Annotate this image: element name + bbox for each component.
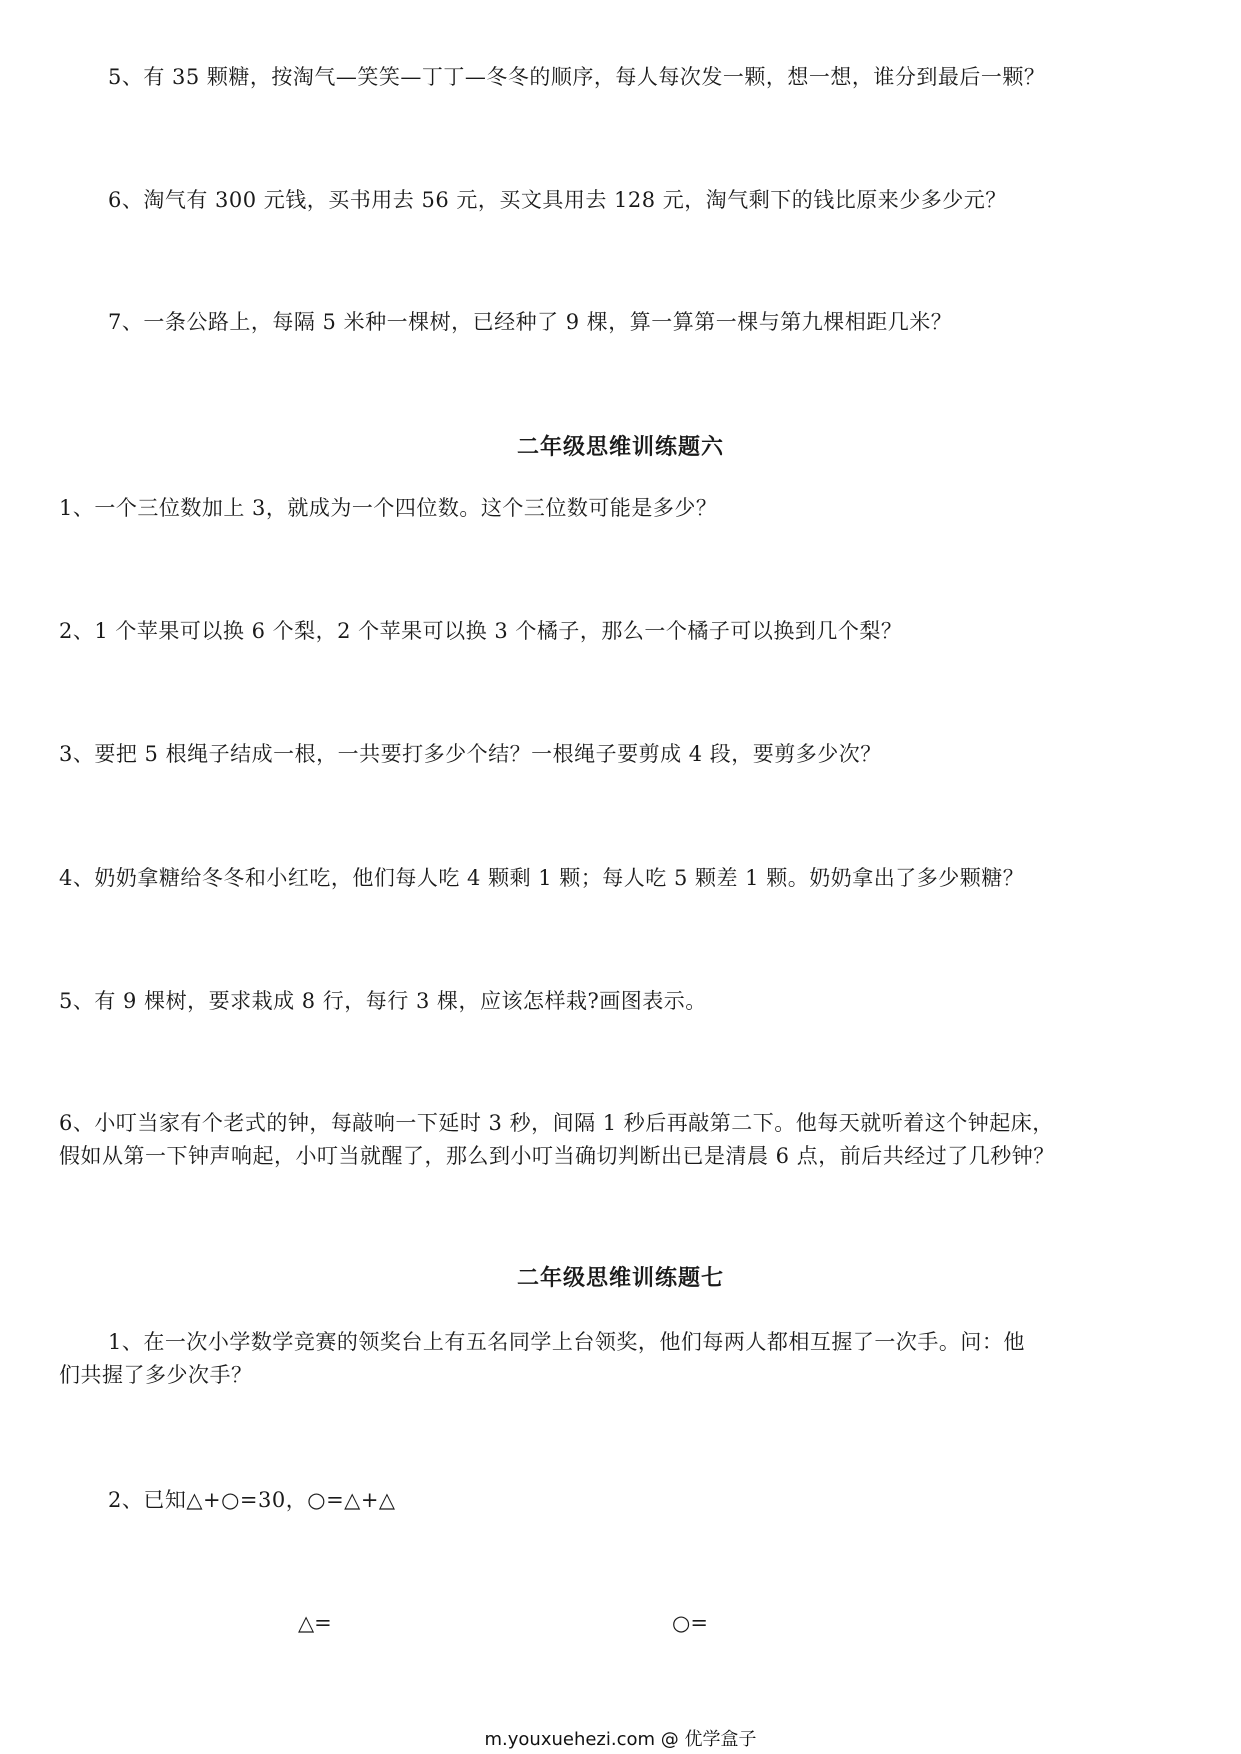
section-6-question-5: 5、有 9 棵树，要求栽成 8 行，每行 3 棵，应该怎样栽?画图表示。 (59, 989, 707, 1013)
section-6-title: 二年级思维训练题六 (516, 434, 724, 460)
section-6-question-6-line-2: 假如从第一下钟声响起，小叮当就醒了，那么到小叮当确切判断出已是清晨 6 点，前后共经过了几秒钟？ (59, 1144, 1055, 1168)
section-7-question-1-line-1: 1、在一次小学数学竞赛的领奖台上有五名同学上台领奖，他们每两人都相互握了一次手。问：他 (108, 1330, 1025, 1354)
question-7-trees: 7、一条公路上，每隔 5 米种一棵树，已经种了 9 棵，算一算第一棵与第九棵相距几米？ (108, 310, 953, 334)
section-6-question-6-line-1: 6、小叮当家有个老式的钟，每敲响一下延时 3 秒，间隔 1 秒后再敲第二下。他每天就听着这个钟起床， (59, 1111, 1054, 1135)
section-6-question-1: 1、一个三位数加上 3，就成为一个四位数。这个三位数可能是多少？ (59, 496, 718, 520)
footer-watermark: m.youxuehezi.com @ 优学盒子 (484, 1729, 757, 1750)
question-6-money: 6、淘气有 300 元钱，买书用去 56 元，买文具用去 128 元，淘气剩下的钱比原来少多少元？ (108, 188, 1007, 212)
section-7-question-2: 2、已知△+○=30，○=△+△ (108, 1488, 396, 1512)
question-5-candy: 5、有 35 颗糖，按淘气—笑笑—丁丁—冬冬的顺序，每人每次发一颗，想一想，谁分到最后一颗？ (108, 65, 1046, 89)
section-6-question-2: 2、1 个苹果可以换 6 个梨，2 个苹果可以换 3 个橘子，那么一个橘子可以换到几个梨？ (59, 619, 903, 643)
triangle-answer-label: △= (298, 1611, 332, 1635)
section-7-title: 二年级思维训练题七 (516, 1265, 724, 1291)
section-6-question-3: 3、要把 5 根绳子结成一根，一共要打多少个结？一根绳子要剪成 4 段，要剪多少次？ (59, 742, 882, 766)
circle-answer-label: ○= (672, 1611, 708, 1635)
section-6-question-4: 4、奶奶拿糖给冬冬和小红吃，他们每人吃 4 颗剩 1 颗；每人吃 5 颗差 1 颗。奶奶拿出了多少颗糖？ (59, 866, 1025, 890)
section-7-question-1-line-2: 们共握了多少次手？ (59, 1363, 253, 1387)
